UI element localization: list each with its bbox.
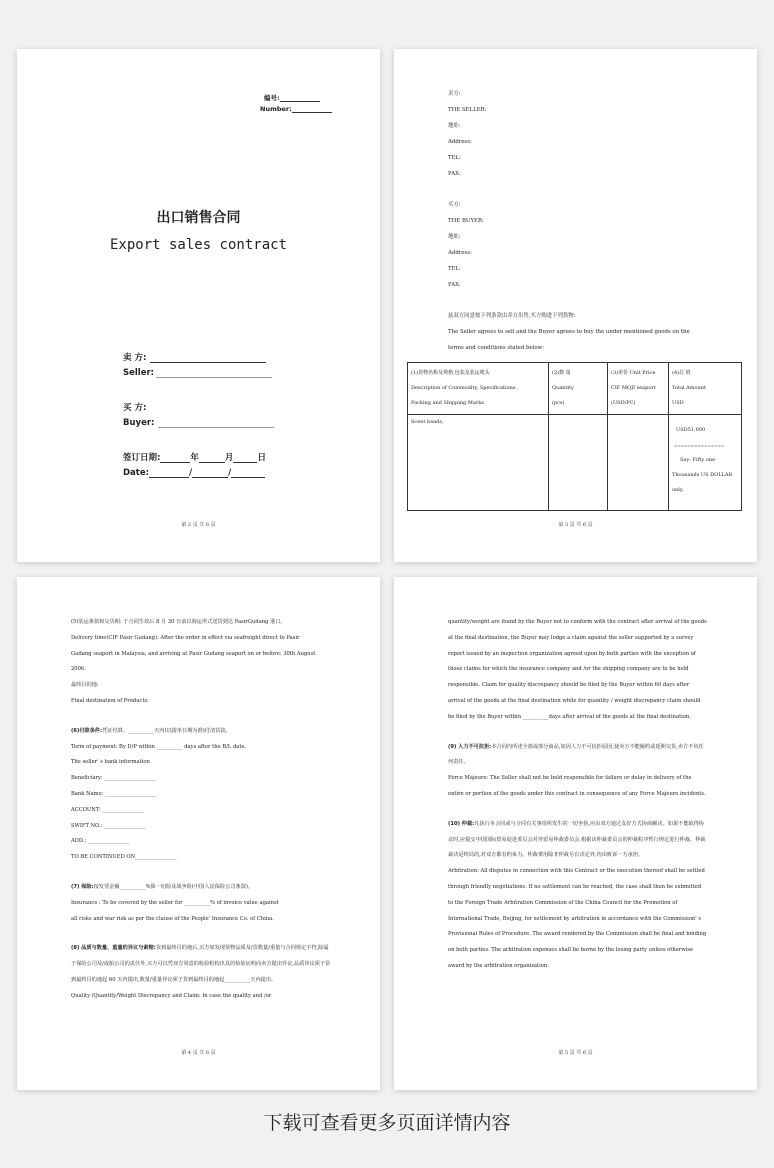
buyer-line: TEL:: [448, 266, 461, 272]
cell-total: USD51,000 =============== Say: Fifty one Thousands US DOLLAR only.: [669, 415, 742, 511]
insurance-en: Insurance : To be covered by the seller for __________% of invoice value against: [71, 899, 279, 906]
seller-en-row: [123, 368, 272, 378]
number-cn-row: [264, 93, 320, 102]
terms-body: [448, 615, 708, 975]
title-cn: 出口销售合同: [156, 210, 241, 226]
seller-line: THE SELLER:: [448, 107, 487, 113]
page-footer: 第 4 页 共 6 页: [181, 1050, 216, 1056]
agree-en: terms and conditions stated below:: [448, 345, 545, 351]
buyer-line: THE BUYER:: [448, 218, 484, 224]
term-line: Final destination of Products:: [71, 697, 149, 704]
insurance-cn: (7) 保险:按发票金额__________%保一切险及战争险(中国人民保险公司条款)。: [71, 883, 254, 890]
seller-cn-row: [123, 351, 266, 363]
date-cn-label: 签订日期:: [123, 453, 161, 463]
payment-cn: (6)付款条件:凭证结算。__________天内(以提单日期为准)付清货款。: [71, 727, 231, 734]
page-parties-goods: [394, 49, 757, 562]
seller-line: 卖方:: [448, 91, 461, 97]
buyer-en-row: [123, 418, 274, 428]
download-caption[interactable]: 下载可查看更多页面详情内容: [263, 1112, 511, 1134]
bank-line: SWIFT NO.: ________________: [71, 822, 146, 829]
claim-en: quantity/weight are found by the Buyer not to conform with the contract after arrival of the goods at the final destination, the Buyer may lodge a claim against the seller supported by a survey report issued by an inspection organization agreed upon by both parties with the exception of those claims for which the insurance company and /or the shipping company are to be held responsible. Claim for quality discrepancy should be filed by the Buyer within 60 days after arrival of the goods at the final destination while for quantity / weight discrepancy claim should be filed by the Buyer within __________days after arrival of the goods at the final destination.: [448, 619, 707, 720]
header-quantity: (2)数 量 Quantity (pcs): [549, 363, 608, 415]
buyer-cn-label: 买 方:: [123, 403, 147, 413]
term-line: (5)装运条款和交货期: 于合同生效后 8 月 30 日前以海运形式送货到达 PasirGudang 港口,: [71, 619, 283, 625]
term-line: Delivery time(CIF Pasir Gudang): After the order in effect via seafreight direct to Pasir: [71, 634, 300, 641]
page-footer: 第 3 页 共 6 页: [558, 522, 593, 528]
bank-line: Beneficiary: ____________________: [71, 775, 157, 782]
header-unit-price: (3)单价 Unit Price CIF MOJI seaport (USD/PC): [608, 363, 669, 415]
term-line: 2006.: [71, 666, 86, 673]
payment-en: Term of payment: By D/P within __________ days after the B/L date.: [71, 743, 247, 750]
header-total-amount: (4)总 值 Total Amount USD: [669, 363, 742, 415]
seller-line: 地址:: [448, 123, 461, 129]
page-terms-2: [394, 577, 757, 1090]
title-en: Export sales contract: [109, 237, 287, 253]
bank-line: TO BE CONTINUED ON________________: [71, 854, 177, 861]
date-en-row: Date: / /: [123, 468, 265, 478]
table-row: [408, 415, 742, 511]
date-cn-row: 签订日期: 年 月 日: [123, 453, 266, 463]
seller-cn-label: 卖 方:: [123, 353, 147, 363]
page-cover: [17, 49, 380, 562]
buyer-line: 买方:: [448, 202, 461, 208]
cell-quantity: [549, 415, 608, 511]
bank-line: The seller' s bank information: [71, 759, 150, 766]
page-terms-1: [17, 577, 380, 1090]
seller-line: TEL:: [448, 155, 461, 161]
buyer-en-label: Buyer:: [123, 418, 155, 428]
page-footer: 第 2 页 共 6 页: [181, 522, 216, 528]
seller-en-label: Seller:: [123, 368, 155, 378]
insurance-en: all risks and war risk as per the clause of the People' Insurance Co. of China.: [71, 915, 274, 922]
seller-line: Address:: [448, 139, 472, 145]
seller-line: FAX:: [448, 171, 461, 177]
date-en-label: Date:: [123, 468, 150, 478]
agree-cn: 兹双方同意按下列条款由卖方出售,买方购进下列货物:: [448, 313, 576, 319]
bank-line: ACCOUNT: ________________: [71, 806, 145, 813]
header-description: (1)货物名称及规格,包装及装运唛头 Description of Commodity, Specifications , Packing and Shipping Marks: [408, 363, 549, 415]
term-line: Gudang seaport in Malaysia, and arriving at Pasir Gudang seaport on or before: 30th August: [71, 650, 316, 657]
page-footer: 第 5 页 共 6 页: [558, 1050, 593, 1056]
force-majeure-en: Force Majeure: The Seller shall not be held responsible for failure or delay in delivery of the entire or portion of the goods under this contract in consequence of any Force Majeure incidents.: [448, 775, 706, 797]
quality-en: Quality /Quantity/Weight Discrepancy and Claim: In case the quality and /or: [71, 992, 272, 999]
arbitration-en: Arbitration: All disputes in connection with this Contract or the execution thereof shall be settled through friendly negotiations. If no settlement can be reached, the case shall then be submitted to the Foreign Trade Arbitration Commission of the China Council for the Promotion of International Trade, Beijing, for settlement by arbitration in accordance with the Commission' s Provisional Rules of Procedure. The award rendered by the Commission shall be final and binding on both parties. The arbitration expenses shall be borne by the losing party unless otherwise award by the arbitration organization.: [448, 868, 707, 969]
number-cn-blank: [280, 101, 320, 102]
buyer-line: 地址:: [448, 234, 461, 240]
cell-unit-price: [608, 415, 669, 511]
table-header-row: [408, 363, 742, 415]
goods-table: [407, 362, 742, 511]
quality-cn: (8) 品质与数量、重量的异议与索赔:货到最终目的地后,买方如发现货物品质及/货数量/重量与合同规定不符,除属于保险公司及/或船公司的责任外,买方可以凭双方同意的检验机构出具的检验证明向卖方提出异议,品质异议须于货到最终目的地起 60 天内提出,数量/重量异议须于货到最终目的地起__________天内提出。: [71, 945, 331, 983]
bank-line: Bank Name: ____________________: [71, 790, 157, 797]
number-en-label: Number:: [260, 105, 292, 113]
arbitration-cn: (10) 仲裁:凡执行本合同或与合同有关事项所发生的一切争执,应由双方通过友好方式协商解决。如果不能取得协议时,应提交中国国际贸易促进委员会对外贸易仲裁委员会,根据该仲裁委员会的仲裁程序暂行规定进行仲裁。仲裁裁决是终局的,对双方都有约束力。仲裁费用除非仲裁另有决定外,均由败诉一方承担。: [448, 820, 706, 859]
buyer-cn-row: [123, 401, 146, 413]
buyer-line: Address:: [448, 250, 472, 256]
number-cn-label: 编号:: [264, 94, 280, 102]
term-line: 最终目的地:: [71, 682, 99, 689]
bank-line: ADD.: ________________: [71, 838, 130, 845]
buyer-line: FAX:: [448, 282, 461, 288]
cell-item: Scent beads,: [408, 415, 549, 511]
number-en-row: [260, 105, 332, 113]
force-majeure-cn: (9) 人力不可抗拒:本合同内所述全部或部分商品,如因人力不可抗拒原因,使卖方不能履约或延期交货,卖方不负任何责任。: [448, 743, 704, 766]
number-en-blank: [292, 112, 332, 113]
agree-en: The Seller agrees to sell and the Buyer agrees to buy the under mentioned goods on the: [448, 329, 690, 335]
terms-body: [71, 615, 331, 1005]
